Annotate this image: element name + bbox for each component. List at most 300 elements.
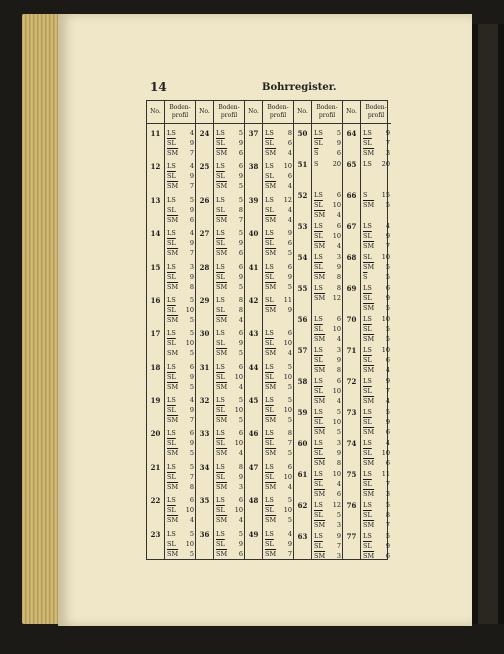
soil-type-code: SL: [167, 205, 176, 214]
profile-layer: [265, 438, 292, 448]
profile-layer: [167, 529, 194, 539]
bore-number: 13: [150, 195, 161, 205]
soil-type-code: $\overline{SM}$: [216, 416, 228, 425]
soil-type-code: $\overline{SL}$: [265, 372, 274, 381]
layer-depth-value: 7: [385, 480, 390, 488]
profile-layer: [363, 438, 390, 448]
profile-layer: [265, 549, 292, 559]
profile-layer: [363, 324, 390, 334]
bore-number: 59: [297, 408, 308, 417]
profile-layer: [314, 231, 341, 241]
layer-depth-value: 5: [287, 362, 292, 371]
soil-type-code: LS: [167, 262, 176, 271]
bore-number: 48: [248, 496, 259, 506]
layer-depth-value: 3: [336, 253, 341, 261]
layer-depth-value: 4: [336, 242, 341, 250]
bore-number: 35: [199, 496, 210, 506]
soil-type-code: $\overline{SM}$: [314, 366, 326, 374]
layer-depth-value: 9: [238, 172, 243, 181]
layer-depth-value: 8: [189, 482, 194, 491]
profile-layer: [167, 205, 194, 215]
profile-layer: [167, 161, 194, 171]
soil-type-code: $\overline{SM}$: [314, 552, 326, 560]
layer-depth-value: 11: [381, 470, 390, 478]
layer-depth-value: 5: [385, 304, 390, 312]
soil-type-code: $\overline{SM}$: [314, 490, 326, 498]
profile-layer: [314, 376, 341, 386]
soil-type-code: LS: [167, 362, 176, 371]
bore-number: 76: [346, 501, 357, 510]
soil-type-code: LS: [314, 439, 323, 447]
bore-number: 57: [297, 346, 308, 355]
soil-type-code: $\overline{SM}$: [363, 428, 375, 436]
soil-profile-entry: [216, 128, 243, 158]
profile-layer: [265, 262, 292, 272]
soil-type-code: $\overline{SL}$: [167, 272, 176, 281]
layer-depth-value: 7: [385, 242, 390, 250]
soil-type-code: $\overline{SL}$: [167, 139, 176, 147]
soil-profile-entry: [363, 221, 390, 251]
profile-layer: [167, 415, 194, 425]
profile-layer: [216, 282, 243, 292]
layer-depth-value: 5: [189, 195, 194, 204]
soil-type-code: $\overline{SM}$: [167, 549, 179, 558]
profile-layer: [167, 382, 194, 392]
bore-number: 28: [199, 262, 210, 272]
layer-depth-value: 5: [385, 273, 390, 281]
bore-number: 18: [150, 362, 161, 372]
layer-depth-value: 5: [385, 201, 390, 209]
soil-type-code: LS: [265, 529, 274, 538]
soil-profile-entry: [167, 395, 194, 425]
layer-depth-value: 9: [287, 305, 292, 314]
profile-layer: [167, 238, 194, 248]
profile-layer: [314, 489, 341, 499]
profile-layer: [167, 462, 194, 472]
layer-depth-value: 9: [385, 129, 390, 137]
layer-depth-value: 3: [385, 490, 390, 498]
layer-depth-value: 6: [238, 262, 243, 271]
soil-profile-entry: [314, 531, 341, 561]
soil-type-code: $\overline{SM}$: [363, 490, 375, 498]
bore-number: 70: [346, 315, 357, 324]
profile-layer: [363, 407, 390, 417]
number-column-body: [147, 124, 164, 559]
soil-profile-entry: [363, 283, 390, 313]
soil-type-code: $\overline{SL}$: [314, 201, 323, 209]
profile-layer: [167, 428, 194, 438]
layer-depth-value: 10: [381, 253, 390, 261]
layer-depth-value: 5: [189, 329, 194, 338]
soil-type-code: LS: [363, 129, 372, 137]
soil-type-code: $\overline{SM}$: [314, 273, 326, 281]
soil-profile-entry: [167, 228, 194, 258]
soil-profile-entry: [216, 428, 243, 458]
profile-layer: [314, 190, 341, 200]
number-column-header: No.: [196, 101, 213, 124]
soil-type-code: $\overline{SL}$: [363, 325, 372, 333]
bore-number: 11: [150, 129, 161, 138]
soil-profile-entry: [265, 128, 292, 158]
profile-layer: [167, 195, 194, 205]
profile-layer: [216, 515, 243, 525]
layer-depth-value: 10: [185, 539, 194, 548]
profile-layer: [314, 148, 341, 158]
register-column-group: [196, 101, 245, 559]
profile-layer: [363, 272, 390, 282]
layer-depth-value: 9: [238, 139, 243, 147]
bore-number: 62: [297, 501, 308, 510]
soil-profile-entry: [314, 159, 341, 169]
bore-number: 65: [346, 160, 357, 169]
profile-layer: [167, 305, 194, 315]
layer-depth-value: 6: [238, 149, 243, 157]
soil-type-code: $\overline{SM}$: [314, 459, 326, 467]
bore-number: 32: [199, 396, 210, 406]
soil-profile-entry: [363, 190, 390, 210]
bore-number: 15: [150, 262, 161, 272]
number-column: [343, 101, 361, 559]
soil-type-code: $\overline{SM}$: [167, 382, 179, 391]
soil-type-code: LS: [167, 529, 176, 538]
register-column-group: [343, 101, 391, 559]
layer-depth-value: 8: [238, 305, 243, 314]
soil-type-code: S: [363, 191, 368, 199]
profile-layer: [363, 365, 390, 375]
layer-depth-value: 7: [189, 249, 194, 258]
profile-layer: [314, 200, 341, 210]
profile-layer: [265, 328, 292, 338]
profile-layer: [216, 305, 243, 315]
layer-depth-value: 5: [287, 282, 292, 291]
layer-depth-value: 10: [234, 406, 243, 415]
soil-type-code: $\overline{SL}$: [167, 372, 176, 381]
layer-depth-value: 5: [189, 382, 194, 391]
profile-layer: [314, 386, 341, 396]
layer-depth-value: 10: [332, 470, 341, 478]
soil-profile-entry: [216, 395, 243, 425]
layer-depth-value: 6: [238, 329, 243, 338]
bore-number: 39: [248, 195, 259, 205]
profile-layer: [363, 458, 390, 468]
layer-depth-value: 9: [385, 232, 390, 240]
soil-type-code: $\overline{SM}$: [265, 282, 277, 291]
layer-depth-value: 3: [336, 552, 341, 560]
layer-depth-value: 6: [336, 222, 341, 230]
layer-depth-value: 4: [189, 516, 194, 525]
bore-number: 37: [248, 129, 259, 138]
soil-type-code: $\overline{SL}$: [265, 272, 274, 281]
soil-type-code: LS: [363, 377, 372, 385]
soil-type-code: $\overline{SL}$: [314, 263, 323, 271]
bore-number: 64: [346, 129, 357, 138]
bore-number: 25: [199, 162, 210, 172]
soil-type-code: $\overline{SL}$: [216, 506, 225, 515]
soil-type-code: SL: [216, 305, 225, 314]
layer-depth-value: 9: [238, 539, 243, 548]
soil-type-code: $\overline{SM}$: [167, 516, 179, 525]
profile-layer: [216, 128, 243, 138]
profile-layer: [265, 181, 292, 191]
soil-type-code: $\overline{SM}$: [265, 182, 277, 191]
soil-type-code: LS: [216, 396, 225, 405]
layer-depth-value: 8: [238, 462, 243, 471]
profile-layer: [265, 505, 292, 515]
soil-profile-entry: [167, 462, 194, 492]
soil-profile-entry: [265, 328, 292, 358]
layer-depth-value: 7: [385, 521, 390, 529]
profile-layer: [216, 238, 243, 248]
layer-depth-value: 6: [287, 262, 292, 271]
soil-profile-entry: [265, 195, 292, 225]
soil-profile-entry: [167, 495, 194, 525]
soil-profile-column-body: [165, 124, 195, 559]
facing-page-sliver: [478, 24, 498, 624]
soil-type-code: LS: [363, 532, 372, 540]
layer-depth-value: 10: [381, 346, 390, 354]
layer-depth-value: 4: [287, 482, 292, 491]
number-column-body: [294, 124, 311, 559]
soil-type-code: $\overline{SL}$: [167, 239, 176, 248]
profile-layer: [216, 215, 243, 225]
number-column: [245, 101, 263, 559]
layer-depth-value: 6: [336, 490, 341, 498]
profile-layer: [363, 314, 390, 324]
profile-layer: [216, 495, 243, 505]
soil-type-code: SL: [265, 295, 274, 304]
bore-number: 61: [297, 470, 308, 479]
profile-layer: [265, 348, 292, 358]
bore-number: 12: [150, 162, 161, 172]
soil-type-code: LS: [167, 462, 176, 471]
soil-type-code: LS: [363, 315, 372, 323]
profile-layer: [363, 293, 390, 303]
profile-layer: [363, 355, 390, 365]
soil-profile-entry: [265, 161, 292, 191]
layer-depth-value: 4: [336, 397, 341, 405]
profile-layer: [216, 472, 243, 482]
profile-header-line1: Boden-: [218, 104, 240, 111]
soil-type-code: $\overline{SM}$: [216, 516, 228, 525]
bore-number: 23: [150, 529, 161, 539]
layer-depth-value: 6: [287, 139, 292, 147]
soil-type-code: LS: [216, 362, 225, 371]
soil-profile-entry: [216, 328, 243, 358]
bore-number: 17: [150, 329, 161, 339]
layer-depth-value: 9: [189, 239, 194, 248]
soil-type-code: $\overline{SM}$: [363, 459, 375, 467]
profile-layer: [363, 520, 390, 530]
bore-number: 29: [199, 295, 210, 305]
layer-depth-value: 5: [336, 408, 341, 416]
soil-profile-entry: [216, 529, 243, 559]
layer-depth-value: 4: [385, 366, 390, 374]
layer-depth-value: 3: [238, 482, 243, 491]
soil-type-code: $\overline{SM}$: [265, 382, 277, 391]
soil-type-code: LS: [216, 429, 225, 438]
soil-type-code: $\overline{SL}$: [265, 139, 274, 147]
soil-type-code: SL: [265, 205, 274, 214]
soil-type-code: S: [314, 160, 319, 168]
soil-profile-entry: [167, 362, 194, 392]
profile-layer: [265, 282, 292, 292]
soil-type-code: LS: [265, 195, 274, 204]
layer-depth-value: 6: [385, 428, 390, 436]
layer-depth-value: 8: [336, 366, 341, 374]
profile-layer: [363, 241, 390, 251]
bore-number: 16: [150, 295, 161, 305]
profile-layer: [167, 395, 194, 405]
soil-type-code: $\overline{SM}$: [314, 428, 326, 436]
profile-layer: [216, 395, 243, 405]
bore-number: 24: [199, 129, 210, 138]
profile-layer: [167, 262, 194, 272]
profile-layer: [265, 138, 292, 148]
layer-depth-value: 7: [189, 416, 194, 425]
profile-layer: [167, 438, 194, 448]
soil-type-code: $\overline{SL}$: [314, 139, 323, 147]
soil-type-code: LS: [363, 501, 372, 509]
soil-profile-entry: [265, 462, 292, 492]
soil-type-code: LS: [314, 532, 323, 540]
soil-profile-column: [214, 101, 244, 559]
profile-layer: [216, 448, 243, 458]
profile-layer: [265, 529, 292, 539]
profile-layer: [314, 541, 341, 551]
soil-type-code: LS: [265, 496, 274, 505]
layer-depth-value: 10: [332, 201, 341, 209]
profile-layer: [216, 405, 243, 415]
profile-layer: [216, 161, 243, 171]
number-column-body: [343, 124, 360, 559]
soil-profile-entry: [314, 190, 341, 220]
layer-depth-value: 6: [238, 162, 243, 171]
layer-depth-value: 10: [332, 387, 341, 395]
layer-depth-value: 5: [238, 282, 243, 291]
profile-layer: [216, 438, 243, 448]
soil-type-code: $\overline{SM}$: [265, 449, 277, 458]
layer-depth-value: 5: [287, 496, 292, 505]
soil-type-code: LS: [265, 429, 274, 438]
profile-layer: [265, 128, 292, 138]
bore-number: 22: [150, 496, 161, 506]
layer-depth-value: 9: [336, 263, 341, 271]
layer-depth-value: 3: [336, 346, 341, 354]
soil-type-code: LS: [265, 262, 274, 271]
soil-type-code: $\overline{SL}$: [167, 506, 176, 515]
layer-depth-value: 9: [238, 472, 243, 481]
soil-type-code: LS: [265, 362, 274, 371]
layer-depth-value: 4: [385, 397, 390, 405]
soil-type-code: LS: [363, 222, 372, 230]
layer-depth-value: 5: [189, 315, 194, 324]
profile-layer: [265, 205, 292, 215]
bore-register-table: [146, 100, 388, 560]
layer-depth-value: 6: [287, 462, 292, 471]
profile-layer: [167, 482, 194, 492]
profile-layer: [314, 365, 341, 375]
profile-layer: [216, 262, 243, 272]
profile-layer: [265, 515, 292, 525]
soil-type-code: SL: [265, 172, 274, 181]
profile-header-line2: profil: [220, 112, 238, 119]
number-column-header: No.: [294, 101, 311, 124]
layer-depth-value: 6: [287, 172, 292, 181]
soil-type-code: LS: [314, 377, 323, 385]
layer-depth-value: 5: [189, 529, 194, 538]
soil-profile-entry: [314, 469, 341, 499]
profile-layer: [167, 171, 194, 181]
layer-depth-value: 4: [189, 129, 194, 137]
soil-type-code: LS: [216, 129, 225, 137]
soil-type-code: LS: [216, 295, 225, 304]
bore-number: 55: [297, 284, 308, 293]
profile-layer: [265, 372, 292, 382]
soil-type-code: $\overline{SL}$: [167, 472, 176, 481]
soil-profile-entry: [314, 407, 341, 437]
profile-layer: [314, 448, 341, 458]
soil-profile-entry: [265, 428, 292, 458]
layer-depth-value: 4: [287, 205, 292, 214]
profile-layer: [167, 181, 194, 191]
profile-layer: [265, 238, 292, 248]
profile-layer: [314, 283, 341, 293]
soil-profile-column: [165, 101, 195, 559]
soil-profile-column-header: [165, 101, 195, 124]
profile-layer: [314, 159, 341, 169]
layer-depth-value: 5: [287, 249, 292, 258]
soil-type-code: $\overline{SM}$: [216, 349, 228, 358]
profile-layer: [363, 231, 390, 241]
layer-depth-value: 5: [385, 335, 390, 343]
soil-type-code: $\overline{SM}$: [314, 397, 326, 405]
layer-depth-value: 6: [336, 377, 341, 385]
profile-layer: [167, 128, 194, 138]
profile-layer: [216, 295, 243, 305]
soil-profile-entry: [363, 531, 390, 561]
profile-layer: [314, 458, 341, 468]
soil-type-code: $\overline{SM}$: [265, 416, 277, 425]
profile-layer: [167, 405, 194, 415]
profile-layer: [363, 138, 390, 148]
soil-type-code: LS: [167, 496, 176, 505]
soil-type-code: $\overline{SM}$: [363, 397, 375, 405]
soil-profile-column-header: [263, 101, 293, 124]
soil-type-code: LS: [167, 329, 176, 338]
soil-type-code: $\overline{SM}$: [363, 201, 375, 209]
soil-type-code: $\overline{SL}$: [363, 542, 372, 550]
soil-type-code: $\overline{SL}$: [216, 406, 225, 415]
profile-layer: [216, 272, 243, 282]
profile-layer: [265, 472, 292, 482]
soil-type-code: $\overline{SL}$: [314, 449, 323, 457]
book-page-edges: [22, 14, 62, 624]
layer-depth-value: 5: [189, 349, 194, 358]
profile-layer: [216, 462, 243, 472]
profile-layer: [216, 539, 243, 549]
layer-depth-value: 5: [189, 295, 194, 304]
bore-number: 30: [199, 329, 210, 339]
soil-type-code: $\overline{SM}$: [265, 215, 277, 224]
layer-depth-value: 5: [189, 549, 194, 558]
soil-profile-entry: [265, 295, 292, 315]
profile-layer: [363, 159, 390, 169]
profile-layer: [167, 495, 194, 505]
soil-type-code: $\overline{SL}$: [314, 418, 323, 426]
profile-header-line2: profil: [318, 112, 336, 119]
soil-profile-entry: [167, 195, 194, 225]
bore-number: 68: [346, 253, 357, 262]
